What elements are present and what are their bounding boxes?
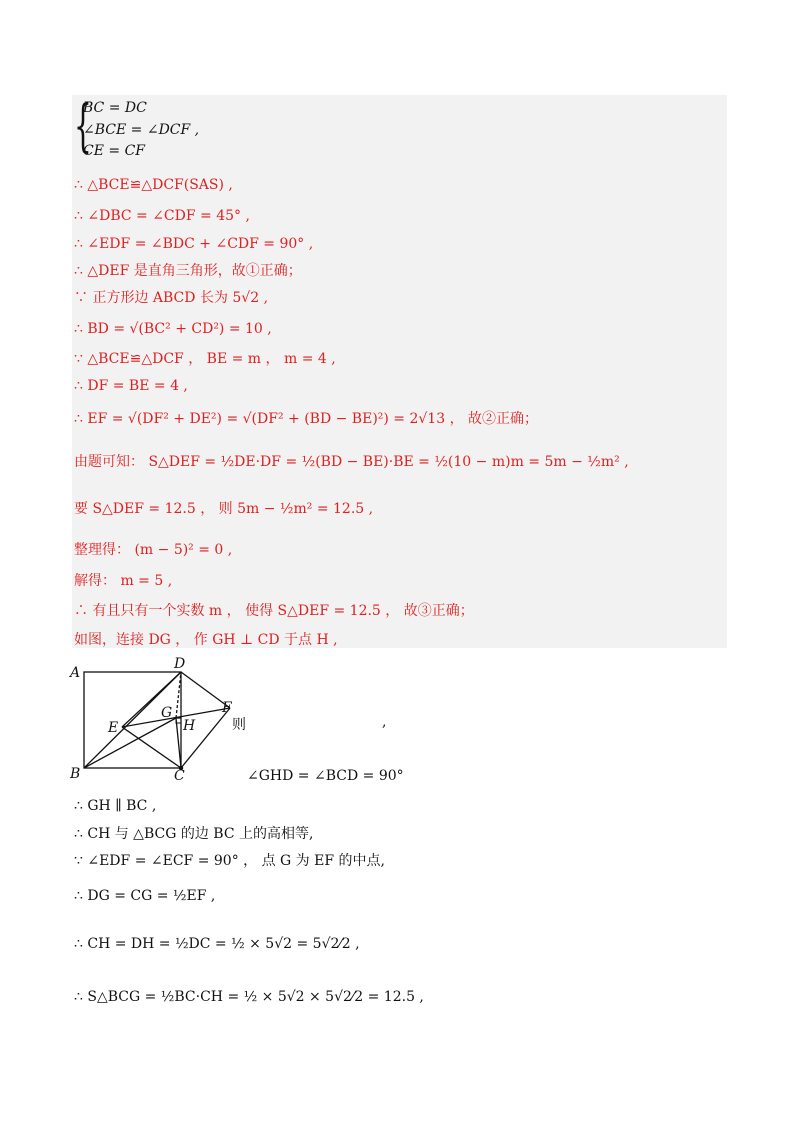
proof-line-2: ∴ ∠DBC = ∠CDF = 45° , <box>74 208 250 224</box>
label-g: G <box>161 705 173 721</box>
label-a: A <box>70 665 81 681</box>
proof-line-9: ∴ EF = √(DF² + DE²) = √(DF² + (BD − BE)²) = 2√13 ， 故②正确； <box>74 411 539 427</box>
proof-line-6: ∴ BD = √(BC² + CD²) = 10 , <box>74 321 272 337</box>
proof2-line-3: ∵ ∠EDF = ∠ECF = 90° ， 点 G 为 EF 的中点, <box>74 853 385 869</box>
proof2-line-5: ∴ CH = DH = ½DC = ½ × 5√2 = 5√2⁄2 , <box>74 936 360 952</box>
segment-ce <box>122 727 181 768</box>
proof-line-15: 如图，连接 DG ， 作 GH ⊥ CD 于点 H , <box>74 632 338 648</box>
proof2-line-2: ∴ CH 与 △BCG 的边 BC 上的高相等, <box>74 826 314 842</box>
proof-line-5: ∵ 正方形边 ABCD 长为 5√2 , <box>74 290 269 306</box>
segment-cf <box>181 708 230 768</box>
label-b: B <box>70 766 81 782</box>
system-line-3: CE = CF <box>83 143 145 159</box>
label-e: E <box>108 720 119 736</box>
proof-line-8: ∴ DF = BE = 4 , <box>74 378 188 394</box>
system-line-1: BC = DC <box>83 100 147 116</box>
proof-line-1: ∴ △BCE≌△DCF(SAS) , <box>74 177 233 193</box>
proof-line-13: 解得： m = 5 , <box>74 573 173 589</box>
segment-dg <box>176 672 181 718</box>
equation-brace: { <box>74 94 92 159</box>
label-d: D <box>174 656 186 672</box>
label-h: H <box>183 718 196 734</box>
label-c: C <box>174 768 185 782</box>
angle-equation: ∠GHD = ∠BCD = 90° <box>247 768 404 784</box>
proof-line-7: ∵ △BCE≌△DCF ， BE = m ， m = 4 , <box>74 351 336 367</box>
proof-line-14: ∴ 有且只有一个实数 m ， 使得 S△DEF = 12.5 ， 故③正确； <box>74 603 474 619</box>
label-f: F <box>222 700 232 716</box>
proof-line-3: ∴ ∠EDF = ∠BDC + ∠CDF = 90° , <box>74 236 314 252</box>
proof2-line-4: ∴ DG = CG = ½EF , <box>74 888 216 904</box>
text-ze: 则 <box>232 717 246 733</box>
segment-gc <box>176 718 181 768</box>
proof-line-10: 由题可知： S△DEF = ½DE·DF = ½(BD − BE)·BE = ½(10 − m)m = 5m − ½m² , <box>74 454 629 470</box>
proof-line-4: ∴ △DEF 是直角三角形，故①正确； <box>74 263 302 279</box>
system-line-2: ∠BCE = ∠DCF , <box>83 122 200 138</box>
proof-line-12: 整理得： (m − 5)² = 0 , <box>74 542 233 558</box>
proof-line-11: 要 S△DEF = 12.5 ， 则 5m − ½m² = 12.5 , <box>74 501 374 517</box>
trailing-comma: , <box>382 714 387 730</box>
proof2-line-6: ∴ S△BCG = ½BC·CH = ½ × 5√2 × 5√2⁄2 = 12.5 , <box>74 989 424 1005</box>
proof2-line-1: ∴ GH ∥ BC , <box>74 798 157 814</box>
geometry-figure <box>64 652 254 782</box>
